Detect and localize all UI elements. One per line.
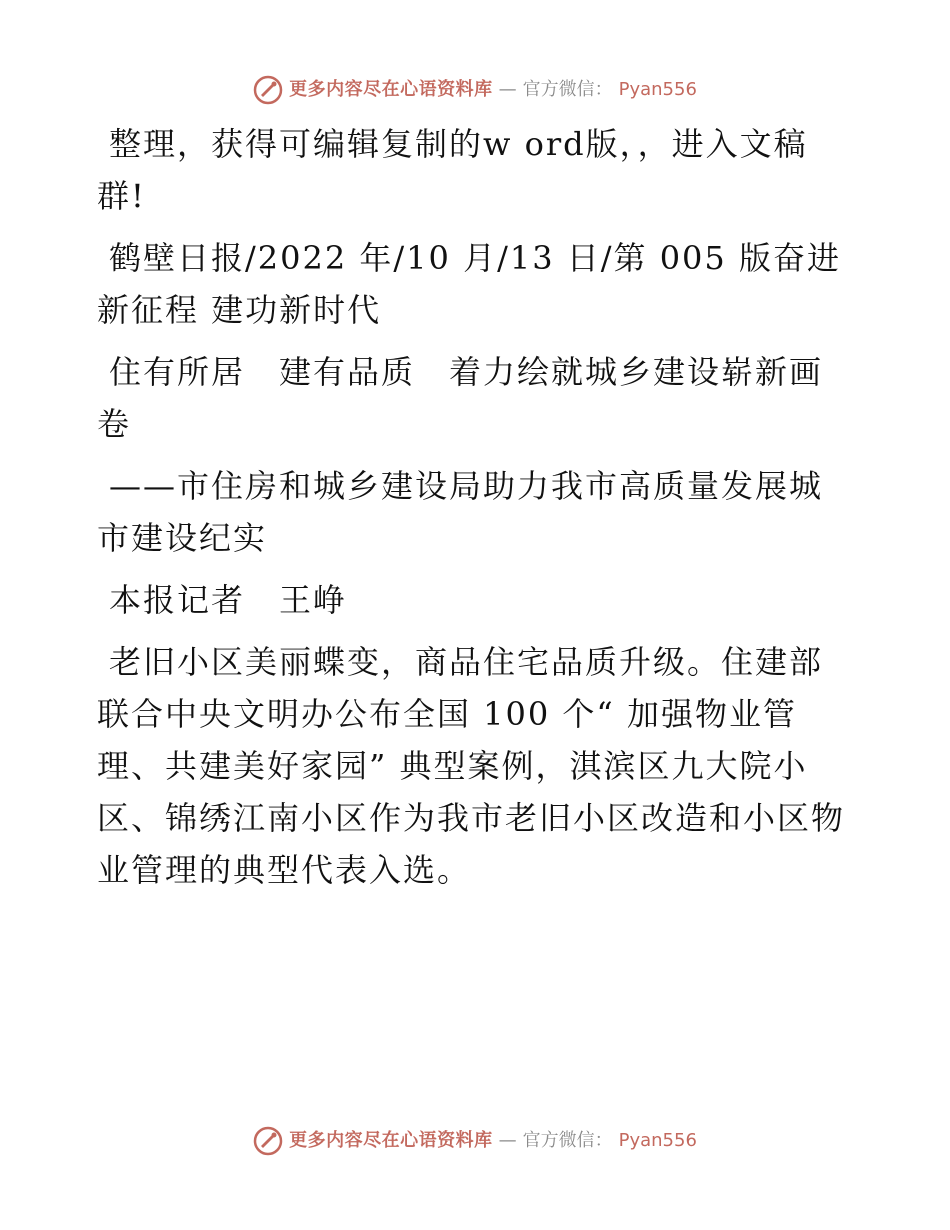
paragraph-headline: 住有所居 建有品质 着力绘就城乡建设崭新画卷 bbox=[97, 353, 824, 443]
paragraph-notice: 整理，获得可编辑复制的w ord版，，进入文稿群! bbox=[97, 125, 808, 215]
logo-icon bbox=[253, 75, 283, 105]
footer-watermark bbox=[0, 1126, 950, 1156]
paragraph-subheadline: ——市住房和城乡建设局助力我市高质量发展城市建设纪实 bbox=[97, 467, 824, 557]
watermark-dash: — bbox=[498, 1130, 517, 1151]
watermark-sub-text: 官方微信： bbox=[522, 79, 613, 100]
watermark-account: Pyan556 bbox=[618, 1130, 697, 1151]
paragraph-byline: 本报记者 王峥 bbox=[109, 581, 348, 619]
watermark-dash: — bbox=[498, 79, 517, 100]
watermark-sub-text: 官方微信： bbox=[522, 1130, 613, 1151]
paragraph-source: 鹤壁日报/2022 年/10 月/13 日/第 005 版奋进新征程 建功新时代 bbox=[97, 239, 841, 329]
watermark-main-text: 更多内容尽在心语资料库 bbox=[289, 79, 493, 100]
header-watermark bbox=[0, 75, 950, 105]
paragraph-body: 老旧小区美丽蝶变，商品住宅品质升级。住建部联合中央文明办公布全国 100 个“ 加强物业管理、共建美好家园” 典型案例，淇滨区九大院小区、锦绣江南小区作为我市老旧小区改造和小区物业管理的典型代表入选。 bbox=[97, 643, 846, 889]
watermark-main-text: 更多内容尽在心语资料库 bbox=[289, 1130, 493, 1151]
watermark-account: Pyan556 bbox=[618, 79, 697, 100]
document-body bbox=[97, 118, 852, 906]
logo-icon bbox=[253, 1126, 283, 1156]
